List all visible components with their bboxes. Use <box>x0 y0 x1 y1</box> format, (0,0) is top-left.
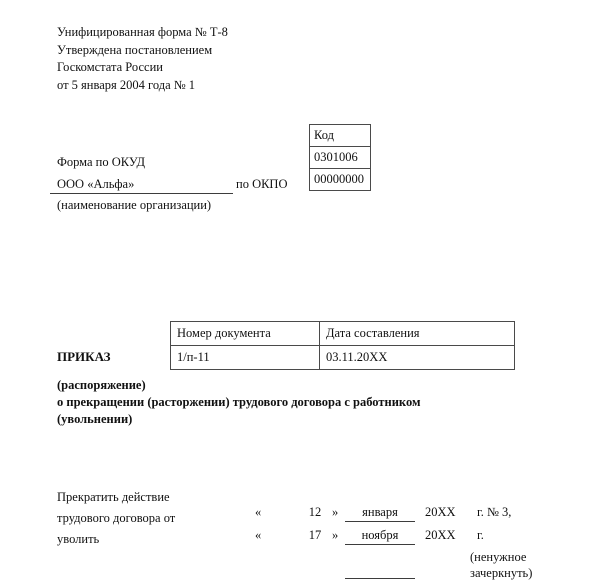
organization-rule <box>50 193 233 194</box>
body-line-dismiss: уволить <box>57 532 100 546</box>
table-row <box>310 169 371 191</box>
strike-note-line-1: (ненужное <box>470 550 527 564</box>
form-header <box>57 24 228 94</box>
bottom-blank-rule <box>345 578 415 579</box>
dismiss-date-quote-open: « <box>255 528 262 542</box>
dismiss-date-month[interactable]: ноября <box>345 528 415 545</box>
dismiss-date-quote-close: » <box>332 528 339 542</box>
organization-name: ООО «Альфа» <box>57 177 135 191</box>
contract-date-quote-open: « <box>255 505 262 519</box>
okud-label: Форма по ОКУД <box>57 155 145 169</box>
code-table <box>309 124 371 191</box>
order-subtitle <box>57 377 420 428</box>
table-row <box>171 346 515 370</box>
contract-date-tail: г. № 3, <box>477 505 512 519</box>
order-document-date: 03.11.20ХХ <box>320 346 515 370</box>
dismiss-date-year[interactable]: 20ХХ <box>425 528 456 542</box>
order-column-header-date: Дата составления <box>320 322 515 346</box>
table-row <box>310 125 371 147</box>
table-row <box>171 322 515 346</box>
dismiss-date-day[interactable]: 17 <box>308 528 322 542</box>
header-line-4: от 5 января 2004 года № 1 <box>57 77 196 92</box>
contract-date-month[interactable]: января <box>345 505 415 522</box>
order-title: ПРИКАЗ <box>57 349 111 364</box>
header-line-2: Утверждена постановлением <box>57 42 213 57</box>
strike-note-line-2: зачеркнуть) <box>470 566 533 580</box>
organization-caption: (наименование организации) <box>57 198 212 212</box>
header-line-1: Унифицированная форма № Т-8 <box>57 25 228 39</box>
body-line-terminate: Прекратить действие <box>57 490 170 504</box>
okpo-code-value: 00000000 <box>310 169 371 191</box>
body-labels <box>57 487 175 550</box>
header-line-3: Госкомстата России <box>57 60 163 74</box>
code-table-header: Код <box>310 125 371 147</box>
order-table <box>170 321 515 370</box>
table-row <box>310 147 371 169</box>
okud-code-value: 0301006 <box>310 147 371 169</box>
contract-date-day[interactable]: 12 <box>308 505 322 519</box>
order-document-number: 1/п-11 <box>171 346 320 370</box>
order-column-header-number: Номер документа <box>171 322 320 346</box>
order-subtitle-line-1: (распоряжение) <box>57 378 146 392</box>
order-subtitle-line-2: о прекращении (расторжении) трудового договора с работником <box>57 395 421 409</box>
contract-date-year[interactable]: 20ХХ <box>425 505 456 519</box>
body-line-contract-from: трудового договора от <box>57 511 176 525</box>
okpo-label: по ОКПО <box>236 177 288 191</box>
strike-note <box>470 549 532 581</box>
contract-date-quote-close: » <box>332 505 339 519</box>
dismiss-date-tail: г. <box>477 528 484 542</box>
order-subtitle-line-3: (увольнении) <box>57 412 133 426</box>
